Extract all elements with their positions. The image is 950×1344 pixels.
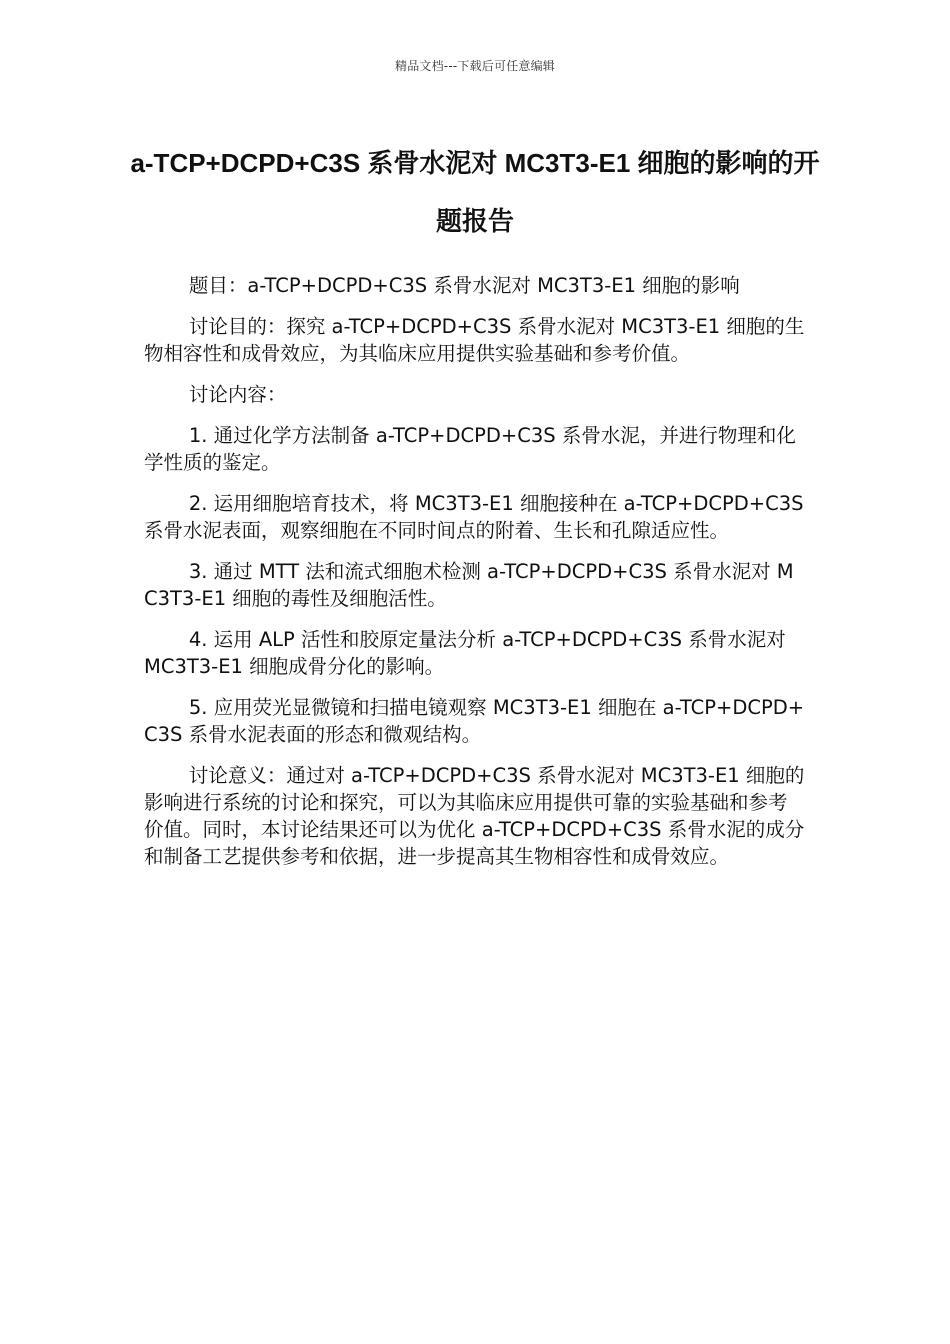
- document-body: [144, 272, 806, 884]
- paragraph-item-4: 4. 运用 ALP 活性和胶原定量法分析 a-TCP+DCPD+C3S 系骨水泥对 MC3T3-E1 细胞成骨分化的影响。: [144, 628, 786, 678]
- paragraph-item-2: 2. 运用细胞培育技术，将 MC3T3-E1 细胞接种在 a-TCP+DCPD+C3S 系骨水泥表面，观察细胞在不同时间点的附着、生长和孔隙适应性。: [144, 492, 804, 542]
- paragraph-topic: 题目：a-TCP+DCPD+C3S 系骨水泥对 MC3T3-E1 细胞的影响: [188, 274, 740, 297]
- paragraph-significance: 讨论意义：通过对 a-TCP+DCPD+C3S 系骨水泥对 MC3T3-E1 细胞的影响进行系统的讨论和探究，可以为其临床应用提供可靠的实验基础和参考价值。同时，本讨论结果还可以为优化 a-TCP+DCPD+C3S 系骨水泥的成分和制备工艺提供参考和依据，进一步提高其生物相容性和成骨效应。: [144, 764, 805, 868]
- document-title: a-TCP+DCPD+C3S 系骨水泥对 MC3T3-E1 细胞的影响的开题报告: [130, 148, 820, 236]
- paragraph-content-heading: 讨论内容：: [188, 383, 287, 406]
- paragraph-purpose: 讨论目的：探究 a-TCP+DCPD+C3S 系骨水泥对 MC3T3-E1 细胞的生物相容性和成骨效应，为其临床应用提供实验基础和参考价值。: [144, 315, 805, 365]
- header-note: 精品文档---下载后可任意编辑: [395, 59, 555, 73]
- paragraph-item-1: 1. 通过化学方法制备 a-TCP+DCPD+C3S 系骨水泥，并进行物理和化学性质的鉴定。: [144, 424, 796, 474]
- paragraph-item-3: 3. 通过 MTT 法和流式细胞术检测 a-TCP+DCPD+C3S 系骨水泥对 MC3T3-E1 细胞的毒性及细胞活性。: [144, 560, 794, 610]
- paragraph-item-5: 5. 应用荧光显微镜和扫描电镜观察 MC3T3-E1 细胞在 a-TCP+DCPD+C3S 系骨水泥表面的形态和微观结构。: [144, 696, 805, 746]
